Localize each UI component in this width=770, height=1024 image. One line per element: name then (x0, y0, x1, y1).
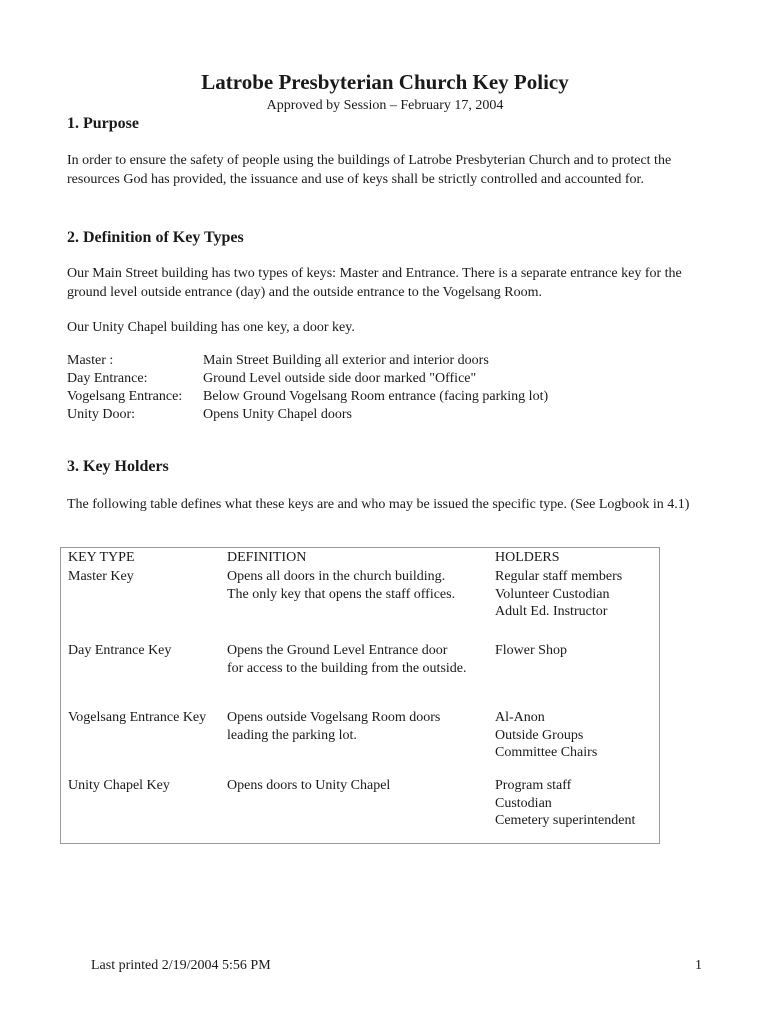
key-definitions-list (67, 352, 548, 424)
definition-description: Opens Unity Chapel doors (203, 407, 352, 422)
cell-key-type: Vogelsang Entrance Key (68, 710, 207, 725)
holder-line: Volunteer Custodian (495, 586, 610, 602)
cell-definition (227, 642, 495, 677)
definition-line: Opens doors to Unity Chapel (227, 778, 391, 793)
header-holders: HOLDERS (495, 550, 560, 565)
definition-description: Ground Level outside side door marked "Office" (203, 371, 477, 386)
definition-line: Opens all doors in the church building. (227, 569, 446, 584)
cell-definition (227, 709, 495, 762)
key-holders-table (60, 547, 660, 844)
cell-key-type: Day Entrance Key (68, 643, 172, 658)
definition-description: Main Street Building all exterior and interior doors (203, 353, 489, 368)
definition-term: Master : (67, 353, 114, 368)
holder-line: Outside Groups (495, 727, 584, 743)
holder-line: Custodian (495, 795, 552, 811)
definition-line: Opens outside Vogelsang Room doors (227, 710, 441, 725)
holder-line: Flower Shop (495, 643, 567, 658)
document-title: Latrobe Presbyterian Church Key Policy (201, 70, 569, 94)
approval-subtitle: Approved by Session – February 17, 2004 (266, 98, 504, 113)
holder-line: Al-Anon (495, 710, 545, 725)
unity-chapel-paragraph: Our Unity Chapel building has one key, a door key. (67, 320, 355, 335)
key-types-paragraph: Our Main Street building has two types of keys: Master and Entrance. There is a separate entrance key for the ground level outside entrance (day) and the outside entrance to the Vogelsang Room. (67, 266, 682, 300)
table-row (68, 709, 658, 762)
table-row (68, 568, 658, 621)
definition-line: The only key that opens the staff offices. (227, 586, 456, 602)
table-header-row (68, 549, 658, 567)
holder-line: Regular staff members (495, 569, 623, 584)
cell-definition (227, 777, 495, 830)
key-holders-paragraph: The following table defines what these keys are and who may be issued the specific type. (See Logbook in 4.1) (67, 497, 690, 512)
last-printed-footer: Last printed 2/19/2004 5:56 PM (91, 958, 271, 973)
holder-line: Adult Ed. Instructor (495, 604, 608, 619)
cell-key-type: Master Key (68, 569, 134, 584)
header-key-type: KEY TYPE (68, 550, 135, 565)
holder-line: Committee Chairs (495, 745, 598, 760)
definition-line: leading the parking lot. (227, 727, 357, 743)
page-number: 1 (695, 958, 702, 973)
cell-holders (495, 777, 655, 830)
definition-line: Opens the Ground Level Entrance door (227, 643, 448, 658)
definition-line: for access to the building from the outside. (227, 660, 467, 676)
cell-holders (495, 709, 655, 762)
cell-key-type: Unity Chapel Key (68, 778, 170, 793)
holder-line: Cemetery superintendent (495, 813, 636, 828)
purpose-paragraph: In order to ensure the safety of people using the buildings of Latrobe Presbyterian Church and to protect the resources God has provided, the issuance and use of keys shall be strictly controlled and accounted for. (67, 153, 672, 187)
cell-holders (495, 568, 655, 621)
definition-item (67, 388, 548, 406)
holder-line: Program staff (495, 778, 572, 793)
definition-term: Unity Door: (67, 407, 136, 422)
table-row (68, 642, 658, 677)
header-definition: DEFINITION (227, 550, 307, 565)
key-types-heading: 2. Definition of Key Types (67, 229, 244, 246)
definition-description: Below Ground Vogelsang Room entrance (facing parking lot) (203, 389, 549, 404)
purpose-heading: 1. Purpose (67, 115, 139, 132)
definition-item (67, 406, 548, 424)
definition-item (67, 352, 548, 370)
cell-holders (495, 642, 655, 677)
definition-item (67, 370, 548, 388)
definition-term: Vogelsang Entrance: (67, 389, 183, 404)
key-holders-heading: 3. Key Holders (67, 458, 169, 475)
cell-definition (227, 568, 495, 621)
definition-term: Day Entrance: (67, 371, 148, 386)
table-row (68, 777, 658, 830)
